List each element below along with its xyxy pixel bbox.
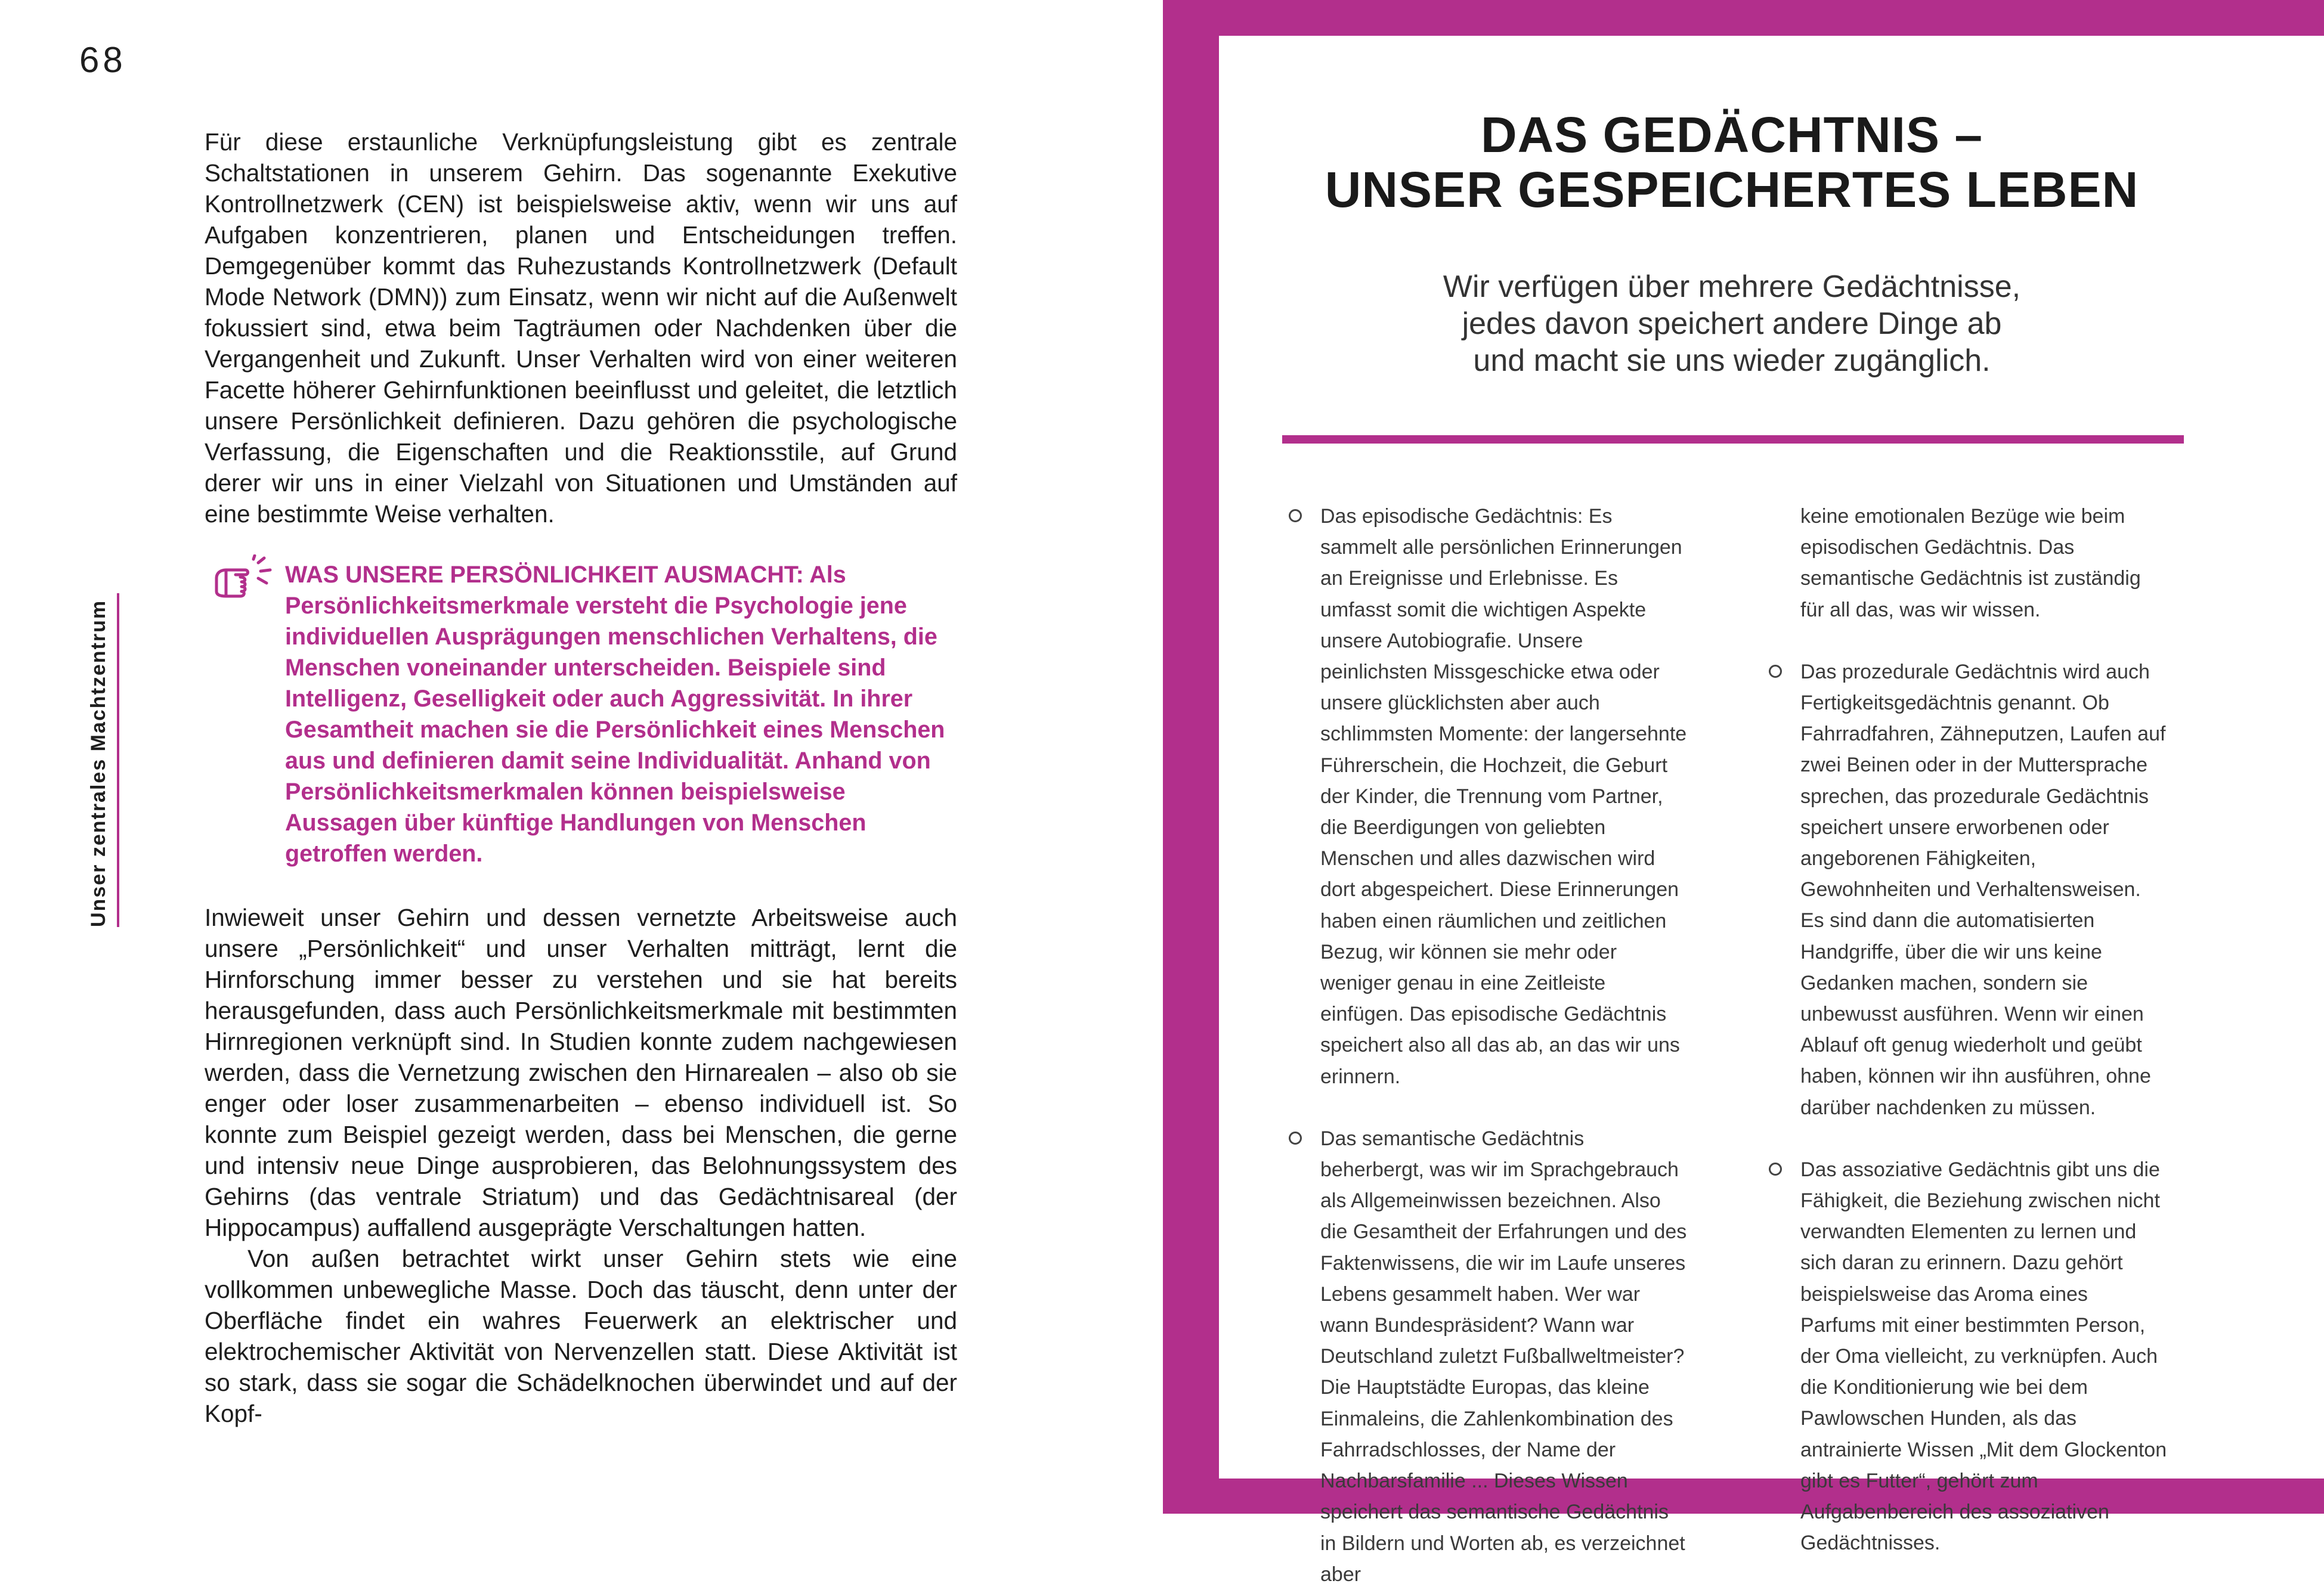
right-page-frame	[1163, 0, 2324, 1586]
body-text-continued	[205, 902, 957, 1429]
body-paragraph: Von außen betrachtet wirkt unser Gehirn stets wie eine vollkommen unbewegliche Masse. Doch das täuscht, denn unter der Oberfläche findet ein wahres Feuerwerk an elektrischer und elektrochemischer Aktivität von Nervenzellen statt. Diese Aktivität ist so stark, dass sie sogar die Schädelknochen überwindet und auf der Kopf-	[205, 1245, 957, 1427]
callout-box: WAS UNSERE PERSÖNLICHKEIT AUSMACHT: Als Persönlichkeitsmerkmale versteht die Psychologie jene individuellen Ausprägungen menschlichen Verhaltens, die Menschen voneinander unterscheiden. Beispiele sind Intelligenz, Geselligkeit oder auch Aggressivität. In ihrer Gesamtheit machen sie die Persönlichkeit eines Menschen aus und definieren damit seine Individualität. Anhand von Persönlichkeitsmerkmalen können beispielsweise Aussagen über künftige Handlungen von Menschen getroffen werden.	[285, 562, 945, 867]
list-column-right	[1768, 501, 2167, 1559]
circle-bullet-icon	[1289, 509, 1302, 522]
circle-bullet-icon	[1289, 1132, 1302, 1145]
list-item	[1768, 1154, 2167, 1559]
list-item-text: Das episodische Gedächtnis: Es sammelt alle persönlichen Erinnerungen an Ereignisse und Erlebnisse. Es umfasst somit die wichtigen Aspekte unsere Autobiografie. Unsere peinlichsten Missgeschicke etwa oder unsere glücklichsten aber auch schlimmsten Momente: der langersehnte Führerschein, die Hochzeit, die Geburt der Kinder, die Trennung vom Partner, die Beerdigungen von geliebten Menschen und alles dazwischen wird dort abgespeichert. Diese Erinnerungen haben einen räumlichen und zeitlichen Bezug, wir können sie mehr oder weniger genau in eine Zeitleiste einfügen. Das episodische Gedächtnis speichert also all das ab, an das wir uns erinnern.	[1320, 505, 1687, 1088]
circle-bullet-icon	[1769, 1163, 1782, 1176]
body-paragraph: Für diese erstaunliche Verknüpfungsleistung gibt es zentrale Schaltstationen in unserem Gehirn. Das sogenannte Exekutive Kontrollnetzwerk (CEN) ist beispielsweise aktiv, wenn wir uns auf Aufgaben konzentrieren, planen und Entscheidungen treffen. Demgegenüber kommt das Ruhezustands Kontrollnetzwerk (Default Mode Network (DMN)) zum Einsatz, wenn wir nicht auf die Außenwelt fokussiert sind, etwa beim Tagträumen oder Nachdenken über die Vergangenheit und Zukunft. Unser Verhalten wird von einer weiteren Facette höherer Gehirnfunktionen beeinflusst und geleitet, die letztlich unsere Persönlichkeit definieren. Dazu gehören die psychologische Verfassung, die Eigenschaften und die Reaktionsstile, auf Grund derer wir uns in einer Vielzahl von Situationen und Umständen auf eine bestimmte Weise verhalten.	[205, 128, 957, 528]
info-panel	[1219, 36, 2324, 1586]
left-page	[0, 0, 1163, 1514]
body-paragraph: Inwieweit unser Gehirn und dessen vernetzte Arbeitsweise auch unsere „Persönlichkeit“ und unser Verhalten mitträgt, lernt die Hirnforschung immer besser zu verstehen und sie hat bereits herausgefunden, dass auch Persönlichkeitsmerkmale mit bestimmten Hirnregionen verknüpft sind. In Studien konnte zudem nachgewiesen werden, dass die Vernetzung zwischen den Hirnarealen – also ob sie enger oder loser zusammenarbeiten – ebenso individuell ist. So konnte zum Beispiel gezeigt werden, dass bei Menschen, die gerne und intensiv neue Dinge ausprobieren, das Belohnungssystem des Gehirns (das ventrale Striatum) und das Gedächtnisareal (der Hippocampus) auffallend ausgeprägte Verschaltungen hatten.	[205, 904, 957, 1241]
list-item-text: Das prozedurale Gedächtnis wird auch Fertigkeitsgedächtnis genannt. Ob Fahrradfahren, Zähneputzen, Laufen auf zwei Beinen oder in der Muttersprache sprechen, das prozedurale Gedächtnis speichert unsere erworbenen oder angeborenen Fähigkeiten, Gewohnheiten und Verhaltensweisen. Es sind dann die automatisierten Handgriffe, über die wir uns keine Gedanken machen, sondern sie unbewusst ausführen. Wenn wir einen Ablauf oft genug wiederholt und geübt haben, können wir ihn ausführen, ohne darüber nachdenken zu müssen.	[1800, 660, 2166, 1119]
intro-line: Wir verfügen über mehrere Gedächtnisse,	[1443, 269, 2021, 304]
list-item	[1288, 501, 1687, 1092]
divider	[1282, 435, 2184, 444]
list-item	[1288, 1123, 1687, 1590]
list-item	[1768, 656, 2167, 1123]
panel-title	[1219, 107, 2245, 217]
list-column-left	[1288, 501, 1687, 1590]
intro-line: jedes davon speichert andere Dinge ab	[1462, 306, 2002, 341]
page-number: 68	[79, 40, 126, 80]
list-item-text: Das assoziative Gedächtnis gibt uns die Fähigkeit, die Beziehung zwischen nicht verwandten Elementen zu lernen und sich daran zu erinnern. Dazu gehört beispielsweise das Aroma eines Parfums mit einer bestimmten Person, der Oma vielleicht, zu verknüpfen. Auch die Konditionierung wie bei dem Pawlowschen Hunden, als das antrainierte Wissen „Mit dem Glockenton gibt es Futter“, gehört zum Aufgabenbereich des assoziativen Gedächtnisses.	[1800, 1158, 2167, 1555]
pointing-hand-icon	[212, 554, 278, 602]
list-item-continuation: keine emotionalen Bezüge wie beim episodischen Gedächtnis. Das semantische Gedächtnis ist zuständig für all das, was wir wissen.	[1800, 505, 2141, 621]
circle-bullet-icon	[1769, 665, 1782, 678]
list-item-text: Das semantische Gedächtnis beherbergt, was wir im Sprachgebrauch als Allgemeinwissen bezeichnen. Also die Gesamtheit der Erfahrungen und des Faktenwissens, die wir im Laufe unseres Lebens gesammelt haben. Wer war wann Bundespräsident? Wann war Deutschland zuletzt Fußballweltmeister? Die Hauptstädte Europas, das kleine Einmaleins, die Zahlenkombination des Fahrradschlosses, der Name der Nachbarsfamilie ... Dieses Wissen speichert das semantische Gedächtnis in Bildern und Worten ab, es verzeichnet aber	[1320, 1127, 1687, 1586]
title-line: DAS GEDÄCHTNIS –	[1480, 107, 1983, 163]
title-line: UNSER GESPEICHERTES LEBEN	[1325, 162, 2139, 218]
intro-line: und macht sie uns wieder zugänglich.	[1473, 343, 1991, 378]
panel-intro	[1219, 268, 2245, 379]
body-text-intro	[205, 126, 957, 529]
running-head: Unser zentrales Machtzentrum	[83, 593, 119, 927]
